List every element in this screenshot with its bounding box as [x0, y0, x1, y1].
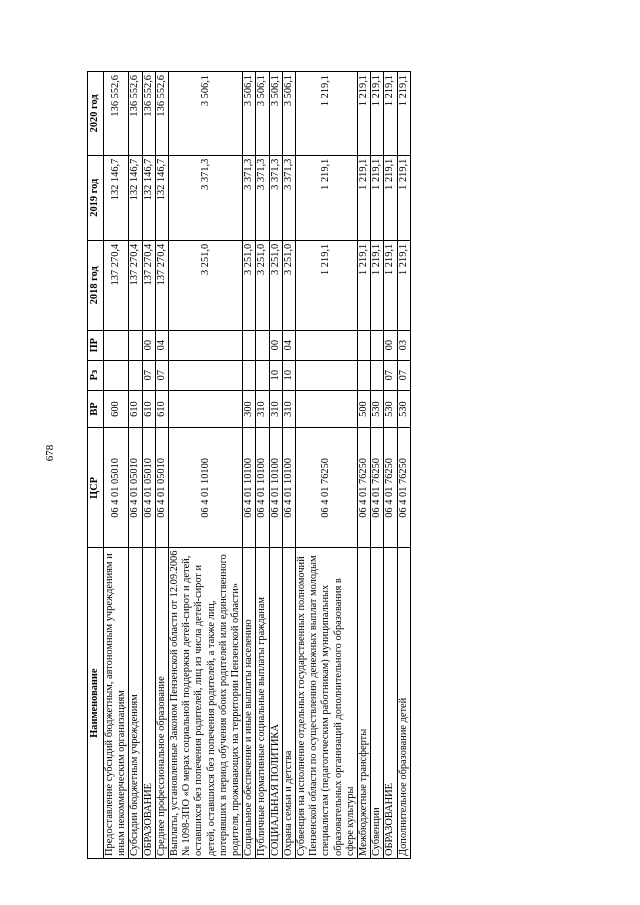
cell-rz: 07 — [142, 360, 155, 390]
cell-pr: 04 — [155, 330, 168, 360]
cell-2019: 1 219,1 — [384, 155, 397, 240]
table-row — [269, 72, 282, 859]
cell-rz — [243, 360, 256, 390]
cell-name: Публичные нормативные социальные выплаты гражданам — [256, 548, 269, 859]
cell-2020: 1 219,1 — [296, 72, 358, 156]
cell-2018: 1 219,1 — [358, 240, 371, 330]
page-number: 678 — [44, 444, 56, 462]
cell-2019: 3 371,3 — [269, 155, 282, 240]
cell-2019: 1 219,1 — [397, 155, 410, 240]
cell-2018: 3 251,0 — [169, 240, 243, 330]
cell-rz — [104, 360, 129, 390]
cell-vr: 610 — [142, 390, 155, 428]
table-row — [282, 72, 295, 859]
cell-2019: 132 146,7 — [142, 155, 155, 240]
cell-rz — [296, 360, 358, 390]
cell-name: Межбюджетные трансферты — [358, 548, 371, 859]
cell-vr: 530 — [371, 390, 384, 428]
cell-2019: 3 371,3 — [169, 155, 243, 240]
cell-pr — [169, 330, 243, 360]
cell-2020: 3 506,1 — [282, 72, 295, 156]
table-row — [358, 72, 371, 859]
cell-name: Предоставление субсидий бюджетным, автономным учреждениям и иным некоммерческим организациям — [104, 548, 129, 859]
cell-2020: 136 552,6 — [129, 72, 142, 156]
table-row — [384, 72, 397, 859]
budget-table — [87, 71, 411, 859]
cell-2018: 1 219,1 — [296, 240, 358, 330]
cell-name: Субвенции — [371, 548, 384, 859]
cell-2018: 3 251,0 — [269, 240, 282, 330]
cell-vr — [169, 390, 243, 428]
cell-2018: 3 251,0 — [243, 240, 256, 330]
cell-2019: 1 219,1 — [371, 155, 384, 240]
cell-2020: 3 506,1 — [169, 72, 243, 156]
cell-vr: 310 — [282, 390, 295, 428]
cell-vr: 310 — [269, 390, 282, 428]
cell-pr — [243, 330, 256, 360]
cell-pr — [296, 330, 358, 360]
header-vr: ВР — [88, 390, 104, 428]
cell-pr: 00 — [269, 330, 282, 360]
cell-2018: 137 270,4 — [104, 240, 129, 330]
cell-2020: 1 219,1 — [358, 72, 371, 156]
cell-rz — [169, 360, 243, 390]
table-row — [142, 72, 155, 859]
cell-pr: 00 — [384, 330, 397, 360]
header-name: Наименование — [88, 548, 104, 859]
cell-rz — [256, 360, 269, 390]
cell-csr: 06 4 01 10100 — [269, 428, 282, 548]
cell-vr: 530 — [384, 390, 397, 428]
cell-vr: 300 — [243, 390, 256, 428]
cell-2018: 3 251,0 — [256, 240, 269, 330]
cell-name: ОБРАЗОВАНИЕ — [384, 548, 397, 859]
table-row — [256, 72, 269, 859]
header-csr: ЦСР — [88, 428, 104, 548]
cell-2020: 3 506,1 — [269, 72, 282, 156]
cell-2019: 132 146,7 — [129, 155, 142, 240]
header-rz: Рз — [88, 360, 104, 390]
cell-pr: 03 — [397, 330, 410, 360]
cell-rz — [358, 360, 371, 390]
cell-2018: 137 270,4 — [155, 240, 168, 330]
cell-csr: 06 4 01 10100 — [169, 428, 243, 548]
table-row — [155, 72, 168, 859]
cell-name: Дополнительное образование детей — [397, 548, 410, 859]
table-row — [296, 72, 358, 859]
cell-pr: 00 — [142, 330, 155, 360]
cell-csr: 06 4 01 10100 — [243, 428, 256, 548]
cell-csr: 06 4 01 05010 — [129, 428, 142, 548]
cell-2019: 1 219,1 — [296, 155, 358, 240]
cell-rz — [371, 360, 384, 390]
cell-2018: 137 270,4 — [142, 240, 155, 330]
table-header-row — [88, 72, 104, 859]
cell-name: Охрана семьи и детства — [282, 548, 295, 859]
cell-name: СОЦИАЛЬНАЯ ПОЛИТИКА — [269, 548, 282, 859]
budget-table-rotated — [87, 71, 503, 859]
cell-pr — [256, 330, 269, 360]
cell-rz: 07 — [155, 360, 168, 390]
cell-name: Среднее профессиональное образование — [155, 548, 168, 859]
cell-2019: 132 146,7 — [155, 155, 168, 240]
cell-name: Субсидии бюджетным учреждениям — [129, 548, 142, 859]
cell-rz: 07 — [384, 360, 397, 390]
cell-2020: 3 506,1 — [243, 72, 256, 156]
cell-2020: 136 552,6 — [142, 72, 155, 156]
table-row — [397, 72, 410, 859]
cell-2019: 3 371,3 — [256, 155, 269, 240]
cell-vr: 500 — [358, 390, 371, 428]
cell-rz: 10 — [282, 360, 295, 390]
cell-2018: 1 219,1 — [371, 240, 384, 330]
cell-2018: 1 219,1 — [397, 240, 410, 330]
table-row — [371, 72, 384, 859]
cell-2019: 3 371,3 — [243, 155, 256, 240]
table-row — [169, 72, 243, 859]
cell-rz — [129, 360, 142, 390]
cell-csr: 06 4 01 76250 — [358, 428, 371, 548]
cell-2018: 3 251,0 — [282, 240, 295, 330]
cell-vr: 310 — [256, 390, 269, 428]
cell-vr: 600 — [104, 390, 129, 428]
cell-vr: 530 — [397, 390, 410, 428]
header-2020: 2020 год — [88, 72, 104, 156]
cell-name: Субвенция на исполнение отдельных государственных полномочий Пензенской области по осуществлению денежных выплат молодым специалистам (педагогическим работникам) муниципальных образовательных организаций дополнительного образования в сфере культуры — [296, 548, 358, 859]
cell-2019: 3 371,3 — [282, 155, 295, 240]
cell-csr: 06 4 01 76250 — [371, 428, 384, 548]
table-row — [129, 72, 142, 859]
table-row — [243, 72, 256, 859]
cell-vr: 610 — [129, 390, 142, 428]
cell-name: ОБРАЗОВАНИЕ — [142, 548, 155, 859]
cell-2020: 1 219,1 — [384, 72, 397, 156]
cell-2020: 136 552,6 — [104, 72, 129, 156]
cell-name: Социальное обеспечение и иные выплаты населению — [243, 548, 256, 859]
header-2019: 2019 год — [88, 155, 104, 240]
cell-vr: 610 — [155, 390, 168, 428]
cell-csr: 06 4 01 76250 — [296, 428, 358, 548]
cell-2020: 136 552,6 — [155, 72, 168, 156]
cell-csr: 06 4 01 05010 — [104, 428, 129, 548]
cell-2020: 1 219,1 — [371, 72, 384, 156]
table-row — [104, 72, 129, 859]
cell-name: Выплаты, установленные Законом Пензенской области от 12.09.2006 № 1098-ЗПО «О мерах социальной поддержки детей-сирот и детей, оставшихся без попечения родителей, лиц из числа детей-сирот и детей, оставшихся без попечения родителей, а также лиц, потерявших в период обучения обоих родителей или единственного родителя, проживающих на территории Пензенской области» — [169, 548, 243, 859]
cell-csr: 06 4 01 05010 — [155, 428, 168, 548]
cell-pr — [104, 330, 129, 360]
header-pr: ПР — [88, 330, 104, 360]
cell-pr — [129, 330, 142, 360]
cell-rz: 07 — [397, 360, 410, 390]
cell-pr: 04 — [282, 330, 295, 360]
cell-pr — [358, 330, 371, 360]
cell-2020: 1 219,1 — [397, 72, 410, 156]
budget-table-container — [87, 71, 503, 859]
cell-2019: 132 146,7 — [104, 155, 129, 240]
cell-csr: 06 4 01 76250 — [384, 428, 397, 548]
cell-2018: 137 270,4 — [129, 240, 142, 330]
header-2018: 2018 год — [88, 240, 104, 330]
cell-csr: 06 4 01 10100 — [282, 428, 295, 548]
cell-vr — [296, 390, 358, 428]
cell-2020: 3 506,1 — [256, 72, 269, 156]
cell-csr: 06 4 01 10100 — [256, 428, 269, 548]
cell-2019: 1 219,1 — [358, 155, 371, 240]
cell-csr: 06 4 01 05010 — [142, 428, 155, 548]
cell-2018: 1 219,1 — [384, 240, 397, 330]
cell-csr: 06 4 01 76250 — [397, 428, 410, 548]
cell-pr — [371, 330, 384, 360]
cell-rz: 10 — [269, 360, 282, 390]
